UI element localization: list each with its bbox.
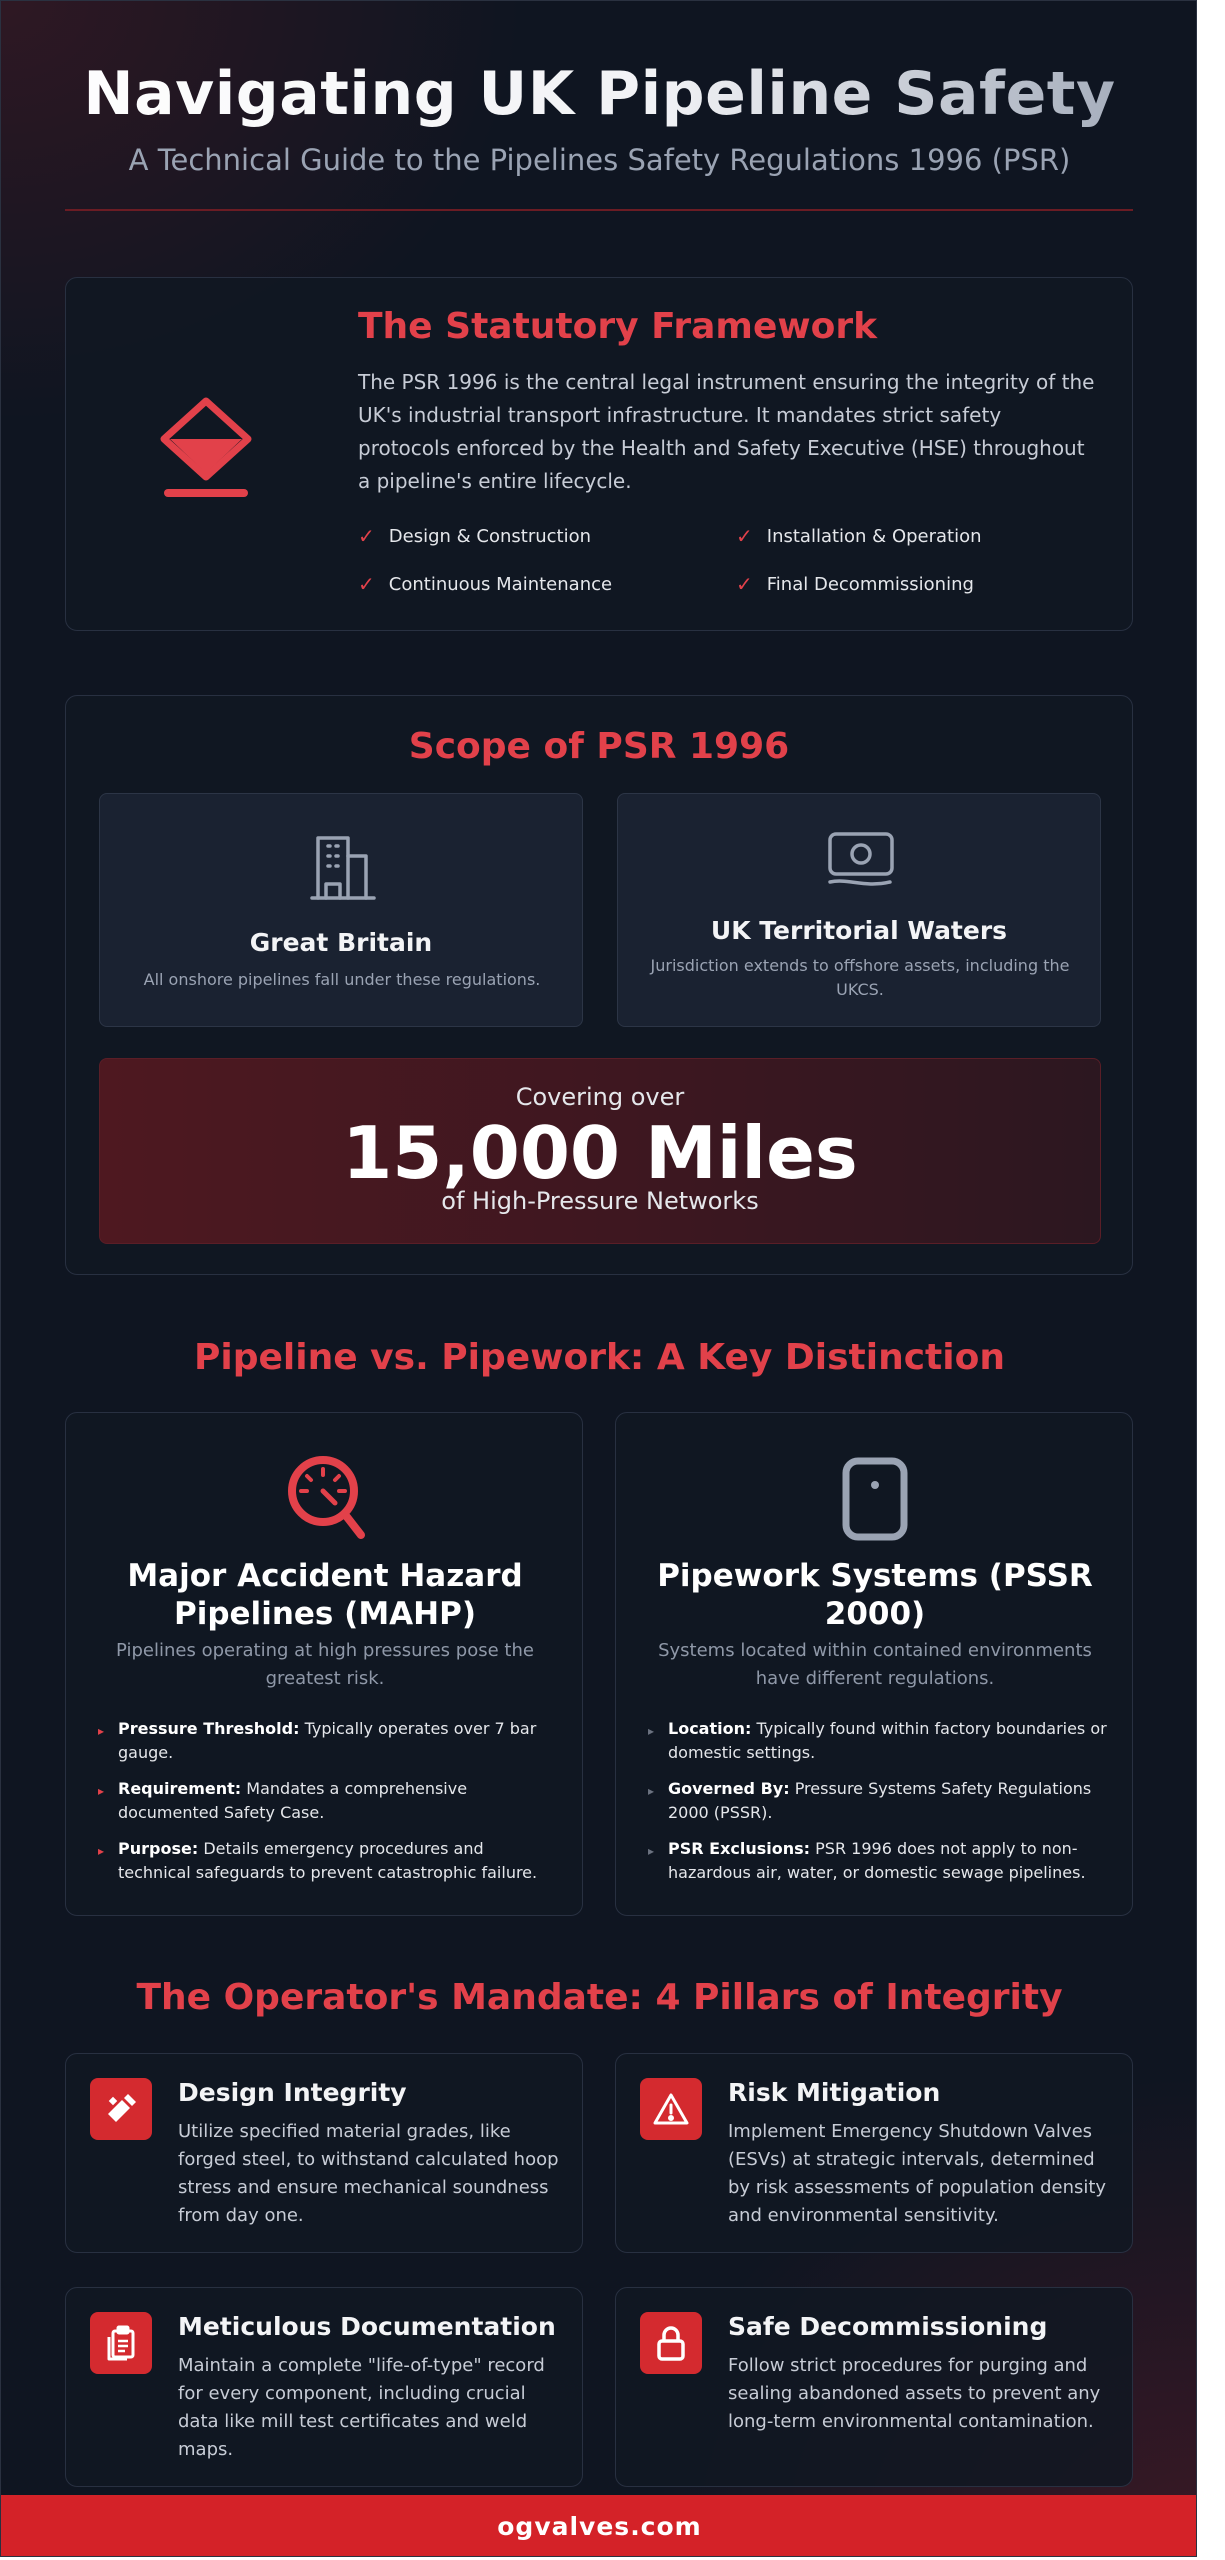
bullet-icon: ▸ xyxy=(648,1784,655,1798)
distinction-title: Pipeline vs. Pipework: A Key Distinction xyxy=(194,1337,1005,1378)
checklist-item-label: Final Decommissioning xyxy=(766,573,974,595)
framework-card xyxy=(65,277,1133,631)
check-icon: ✓ xyxy=(736,572,753,596)
pillar-card-documentation xyxy=(65,2287,583,2487)
pillar-title: Risk Mitigation xyxy=(728,2078,941,2107)
mahp-card xyxy=(65,1412,583,1916)
list-item-label: Location: xyxy=(668,1719,752,1738)
pillar-card-risk xyxy=(615,2053,1133,2253)
coverage-value: 15,000 Miles xyxy=(342,1111,858,1195)
shield-layer-icon xyxy=(156,393,256,503)
scope-title: Scope of PSR 1996 xyxy=(408,726,790,767)
pillar-description: Maintain a complete "life-of-type" record for every component, including crucial data like mill test certificates and weld maps. xyxy=(178,2355,545,2460)
coverage-highlight xyxy=(99,1058,1101,1244)
scope-box-title: UK Territorial Waters xyxy=(710,916,1008,945)
pillar-title: Design Integrity xyxy=(178,2078,407,2107)
footer-link[interactable]: ogvalves.com xyxy=(497,2512,702,2541)
bullet-icon: ▸ xyxy=(648,1724,655,1738)
checklist-item xyxy=(358,572,612,596)
scope-box-title: Great Britain xyxy=(249,928,433,957)
list-item xyxy=(98,1777,558,1825)
checklist-item xyxy=(736,572,974,596)
check-icon: ✓ xyxy=(358,524,375,548)
list-item-label: Purpose: xyxy=(118,1839,199,1858)
checklist-item-label: Continuous Maintenance xyxy=(388,573,613,595)
scope-box-description: Jurisdiction extends to offshore assets, including the UKCS. xyxy=(650,956,1070,999)
page-title: Navigating UK Pipeline Safety xyxy=(1,59,1197,129)
scope-box-description: All onshore pipelines fall under these regulations. xyxy=(143,970,541,989)
pillars-title: The Operator's Mandate: 4 Pillars of Integrity xyxy=(136,1977,1063,2018)
list-item xyxy=(648,1777,1108,1825)
scope-box-territorial-waters xyxy=(617,793,1101,1027)
pssr-title: Pipework Systems (PSSR 2000) xyxy=(657,1558,1093,1632)
list-item-text: Mandates a comprehensive documented Safety Case. xyxy=(118,1779,468,1822)
pillar-description: Follow strict procedures for purging and sealing abandoned assets to prevent any long-term environmental contamination. xyxy=(728,2355,1101,2432)
scope-card xyxy=(65,695,1133,1275)
check-icon: ✓ xyxy=(358,572,375,596)
framework-description: The PSR 1996 is the central legal instrument ensuring the integrity of the UK's industrial transport infrastructure. It mandates strict safety protocols enforced by the Health and Safety Executive (HSE) throughout a pipeline's entire lifecycle. xyxy=(358,370,1095,493)
list-item-label: Requirement: xyxy=(118,1779,242,1798)
clipboard-icon xyxy=(90,2312,152,2374)
list-item-text: Typically operates over 7 bar gauge. xyxy=(118,1719,537,1762)
money-icon xyxy=(824,828,898,896)
scope-box-great-britain xyxy=(99,793,583,1027)
pssr-description: Systems located within contained environments have different regulations. xyxy=(658,1640,1092,1689)
list-item xyxy=(648,1837,1108,1885)
checklist-item-label: Design & Construction xyxy=(388,525,592,547)
pencil-ruler-icon xyxy=(90,2078,152,2140)
pillar-description: Utilize specified material grades, like forged steel, to withstand calculated hoop stress and ensure mechanical soundness from day one. xyxy=(178,2121,559,2226)
bullet-icon: ▸ xyxy=(648,1844,655,1858)
coverage-posttext: of High-Pressure Networks xyxy=(441,1187,759,1215)
list-item-text: Pressure Systems Safety Regulations 2000 (PSSR). xyxy=(668,1779,1092,1822)
pillar-card-design xyxy=(65,2053,583,2253)
check-icon: ✓ xyxy=(736,524,753,548)
pillar-title: Meticulous Documentation xyxy=(178,2312,556,2341)
bullet-icon: ▸ xyxy=(98,1844,105,1858)
warning-triangle-icon xyxy=(640,2078,702,2140)
list-item-text: Typically found within factory boundaries or domestic settings. xyxy=(668,1719,1107,1762)
pillar-card-decommissioning xyxy=(615,2287,1133,2487)
list-item-label: Governed By: xyxy=(668,1779,790,1798)
checklist-item xyxy=(358,524,591,548)
pssr-card xyxy=(615,1412,1133,1916)
list-item-text: Details emergency procedures and technical safeguards to prevent catastrophic failure. xyxy=(118,1839,538,1882)
list-item xyxy=(648,1717,1108,1765)
building-icon xyxy=(308,832,378,906)
footer-bar xyxy=(1,2495,1197,2557)
list-item-text: PSR 1996 does not apply to non-hazardous air, water, or domestic sewage pipelines. xyxy=(668,1839,1086,1882)
framework-title: The Statutory Framework xyxy=(358,306,878,347)
page-subtitle: A Technical Guide to the Pipelines Safety Regulations 1996 (PSR) xyxy=(128,143,1071,177)
bullet-icon: ▸ xyxy=(98,1724,105,1738)
pillar-description: Implement Emergency Shutdown Valves (ESVs) at strategic intervals, determined by risk assessments of population density and environmental sensitivity. xyxy=(728,2121,1107,2226)
mahp-title: Major Accident Hazard Pipelines (MAHP) xyxy=(127,1558,523,1632)
header-divider xyxy=(65,209,1133,211)
list-item xyxy=(98,1837,558,1885)
list-item-label: PSR Exclusions: xyxy=(668,1839,811,1858)
pressure-gauge-icon xyxy=(285,1451,369,1545)
list-item xyxy=(98,1717,558,1765)
checklist-item xyxy=(736,524,982,548)
coverage-pretext: Covering over xyxy=(515,1083,685,1111)
mahp-description: Pipelines operating at high pressures pose the greatest risk. xyxy=(116,1640,534,1689)
checklist-item-label: Installation & Operation xyxy=(766,525,982,547)
list-item-label: Pressure Threshold: xyxy=(118,1719,300,1738)
lock-icon xyxy=(640,2312,702,2374)
device-icon xyxy=(840,1457,910,1545)
bullet-icon: ▸ xyxy=(98,1784,105,1798)
pillar-title: Safe Decommissioning xyxy=(728,2312,1048,2341)
